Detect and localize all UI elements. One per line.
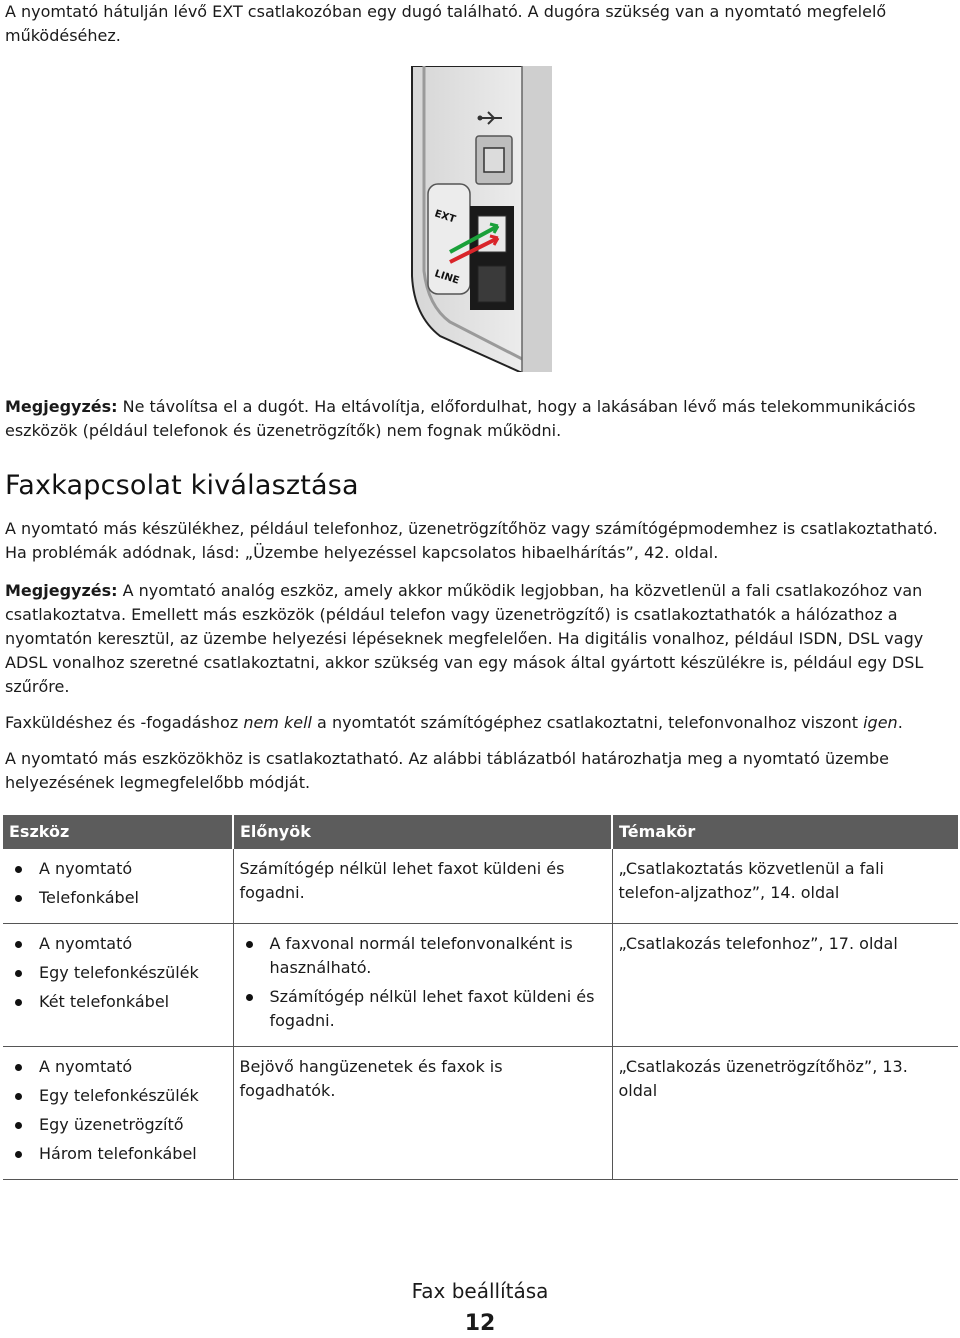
list-item: A nyomtató [9, 857, 225, 881]
note-label: Megjegyzés: [5, 397, 118, 416]
para3-emphasis-1: nem kell [243, 713, 312, 732]
device-cell [3, 1047, 233, 1180]
section-para-3 [5, 711, 955, 735]
list-item: Két telefonkábel [9, 990, 225, 1014]
table-row [3, 849, 958, 924]
para3-part-a: Faxküldéshez és -fogadáshoz [5, 713, 244, 732]
topic-link[interactable]: „Csatlakozás telefonhoz”, 17. oldal [618, 934, 898, 953]
note-text: Ne távolítsa el a dugót. Ha eltávolítja, előfordulhat, hogy a lakásában lévő más telekommunikációs eszközök (például telefonok és üzenetrögzítők) nem fognak működni. [5, 397, 916, 440]
list-item: Három telefonkábel [9, 1142, 225, 1166]
topic-cell [612, 849, 958, 924]
list-item: Egy üzenetrögzítő [9, 1113, 225, 1137]
table-header-row [3, 815, 958, 849]
connection-table [3, 815, 958, 1180]
page-number: 12 [464, 1311, 496, 1336]
intro-line-2: működéséhez. [5, 26, 121, 45]
benefits-cell [233, 924, 612, 1047]
note-label: Megjegyzés: [5, 581, 118, 600]
list-item: A nyomtató [9, 932, 225, 956]
device-cell [3, 849, 233, 924]
topic-cell [612, 1047, 958, 1180]
list-item: A faxvonal normál telefonvonalként is használható. [240, 932, 604, 980]
footer-section-title: Fax beállítása [411, 1279, 549, 1303]
header-topic: Témakör [612, 815, 958, 849]
line-label: LINE [433, 268, 461, 287]
list-item: Telefonkábel [9, 886, 225, 910]
intro-line-1: A nyomtató hátulján lévő EXT csatlakozóban egy dugó található. A dugóra szükség van a nyomtató megfelelő [5, 2, 887, 21]
note-plug [5, 395, 955, 443]
topic-cell [612, 924, 958, 1047]
table-row [3, 1047, 958, 1180]
benefit-text: Bejövő hangüzenetek és faxok is fogadhatók. [239, 1057, 503, 1100]
list-item: Számítógép nélkül lehet faxot küldeni és fogadni. [240, 985, 604, 1033]
note-text: A nyomtató analóg eszköz, amely akkor működik legjobban, ha közvetlenül a fali csatlakozóhoz van csatlakoztatva. Emellett más eszközök (például telefon vagy üzenetrögzítő) is csatlakoztathatók a hálózathoz a nyomtatón keresztül, az üzembe helyezési lépéseknek megfelelően. Ha digitális vonalhoz, például ISDN, DSL vagy ADSL vonalhoz szeretné csatlakoztatni, akkor szükség van egy mások által gyártott készülékre is, például egy DSL szűrőre. [5, 581, 924, 696]
intro-text [5, 0, 955, 48]
benefits-cell [233, 1047, 612, 1180]
benefit-text: Számítógép nélkül lehet faxot küldeni és fogadni. [239, 859, 565, 902]
topic-link[interactable]: „Csatlakozás üzenetrögzítőhöz”, 13. oldal [618, 1057, 908, 1100]
table-row [3, 924, 958, 1047]
section-para-4: A nyomtató más eszközökhöz is csatlakoztatható. Az alábbi táblázatból határozhatja meg a nyomtató üzembe helyezésének legmegfelelőbb módját. [5, 749, 889, 792]
para3-part-e: . [897, 713, 903, 732]
section-para-1: A nyomtató más készülékhez, például telefonhoz, üzenetrögzítőhöz vagy számítógépmodemhez is csatlakoztatható. Ha problémák adódnak, lásd: „Üzembe helyezéssel kapcsolatos hibaelhárítás”, 42. oldal. [5, 519, 938, 562]
list-item: Egy telefonkészülék [9, 1084, 225, 1108]
device-cell [3, 924, 233, 1047]
section-title: Faxkapcsolat kiválasztása [5, 470, 359, 501]
header-benefits: Előnyök [233, 815, 612, 849]
list-item: A nyomtató [9, 1055, 225, 1079]
note-analog [5, 579, 955, 699]
list-item: Egy telefonkészülék [9, 961, 225, 985]
benefits-cell [233, 849, 612, 924]
para3-part-c: a nyomtatót számítógéphez csatlakoztatni, telefonvonalhoz viszont [311, 713, 864, 732]
topic-link[interactable]: „Csatlakoztatás közvetlenül a fali telefon-aljzathoz”, 14. oldal [618, 859, 884, 902]
printer-ports-illustration [410, 66, 552, 372]
header-device: Eszköz [3, 815, 233, 849]
para3-emphasis-2: igen [863, 713, 898, 732]
ext-label: EXT [433, 208, 457, 226]
